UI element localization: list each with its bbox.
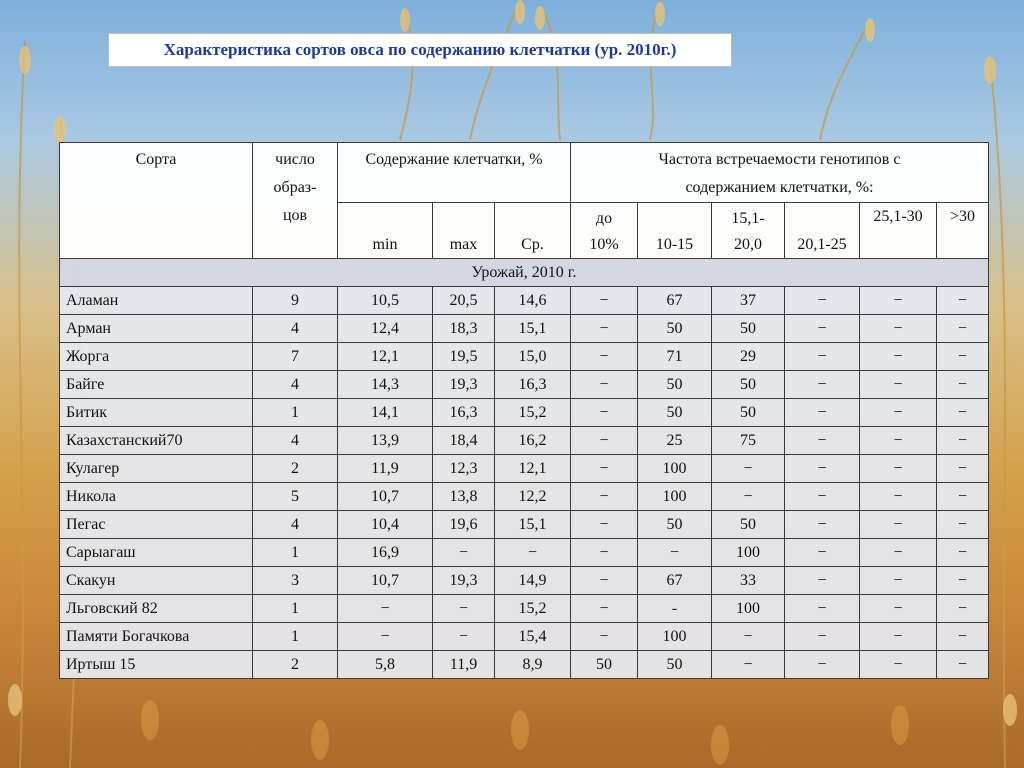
cell-avg: − [495,539,571,567]
cell-freq-15-20: 50 [712,399,785,427]
cell-max: 16,3 [433,399,495,427]
cell-avg: 15,1 [495,315,571,343]
cell-freq-up-to-10: − [571,315,638,343]
cell-freq-up-to-10: − [571,539,638,567]
cell-freq-25-30: − [860,287,937,315]
cell-freq-10-15: - [638,595,712,623]
cell-samples: 7 [253,343,338,371]
cell-max: 19,5 [433,343,495,371]
cell-freq-25-30: − [860,315,937,343]
cell-variety: Никола [60,483,253,511]
cell-max: − [433,623,495,651]
cell-min: 16,9 [338,539,433,567]
cell-freq-over-30: − [937,371,989,399]
cell-max: 19,3 [433,371,495,399]
harvest-year-row [60,259,989,287]
table-body [60,287,989,679]
cell-freq-over-30: − [937,399,989,427]
cell-freq-15-20: − [712,455,785,483]
cell-min: 11,9 [338,455,433,483]
cell-freq-20-25: − [785,483,860,511]
cell-freq-10-15: 50 [638,371,712,399]
cell-freq-up-to-10: − [571,343,638,371]
cell-min: 10,7 [338,483,433,511]
table-row [60,623,989,651]
cell-avg: 16,2 [495,427,571,455]
cell-max: − [433,595,495,623]
cell-freq-10-15: 25 [638,427,712,455]
cell-variety: Льговский 82 [60,595,253,623]
cell-avg: 16,3 [495,371,571,399]
cell-samples: 1 [253,539,338,567]
cell-freq-15-20: − [712,623,785,651]
cell-freq-10-15: 50 [638,651,712,679]
cell-max: 11,9 [433,651,495,679]
cell-freq-20-25: − [785,567,860,595]
cell-avg: 15,4 [495,623,571,651]
cell-freq-25-30: − [860,371,937,399]
table-row [60,483,989,511]
cell-samples: 1 [253,399,338,427]
cell-min: 10,7 [338,567,433,595]
cell-freq-15-20: 37 [712,287,785,315]
table-row [60,595,989,623]
cell-variety: Битик [60,399,253,427]
cell-samples: 2 [253,455,338,483]
cell-freq-over-30: − [937,623,989,651]
harvest-year-label: Урожай, 2010 г. [60,259,989,287]
cell-avg: 12,2 [495,483,571,511]
cell-variety: Аламан [60,287,253,315]
cell-variety: Жорга [60,343,253,371]
cell-min: 5,8 [338,651,433,679]
cell-min: 12,1 [338,343,433,371]
cell-freq-up-to-10: − [571,455,638,483]
cell-freq-15-20: 100 [712,539,785,567]
table-row [60,371,989,399]
cell-max: 20,5 [433,287,495,315]
cell-freq-15-20: 50 [712,511,785,539]
cell-freq-up-to-10: − [571,427,638,455]
cell-freq-20-25: − [785,399,860,427]
cell-min: 14,1 [338,399,433,427]
cell-freq-15-20: 75 [712,427,785,455]
cell-freq-over-30: − [937,483,989,511]
cell-avg: 15,1 [495,511,571,539]
cell-avg: 15,2 [495,595,571,623]
cell-freq-over-30: − [937,287,989,315]
cell-avg: 14,6 [495,287,571,315]
cell-freq-15-20: 100 [712,595,785,623]
cell-max: − [433,539,495,567]
cell-max: 19,3 [433,567,495,595]
cell-freq-over-30: − [937,343,989,371]
cell-samples: 5 [253,483,338,511]
cell-freq-over-30: − [937,651,989,679]
cell-freq-over-30: − [937,539,989,567]
cell-variety: Сарыагаш [60,539,253,567]
cell-avg: 15,0 [495,343,571,371]
cell-variety: Кулагер [60,455,253,483]
cell-min: 10,5 [338,287,433,315]
cell-freq-15-20: 50 [712,315,785,343]
header-samples: число образ- цов [253,143,338,259]
cell-samples: 4 [253,511,338,539]
cell-freq-15-20: 29 [712,343,785,371]
cell-freq-up-to-10: − [571,287,638,315]
cell-freq-10-15: 50 [638,399,712,427]
cell-freq-10-15: 100 [638,483,712,511]
cell-min: 12,4 [338,315,433,343]
slide-title: Характеристика сортов овса по содержанию клетчатки (ур. 2010г.) [163,40,677,59]
header-freq-20-25: 20,1-25 [785,203,860,259]
cell-freq-20-25: − [785,343,860,371]
table-row [60,343,989,371]
cell-freq-up-to-10: − [571,511,638,539]
cell-samples: 1 [253,623,338,651]
cell-freq-25-30: − [860,623,937,651]
cell-freq-15-20: 50 [712,371,785,399]
cell-samples: 2 [253,651,338,679]
header-freq-10-15: 10-15 [638,203,712,259]
cell-max: 18,4 [433,427,495,455]
cell-freq-25-30: − [860,483,937,511]
header-genotype-frequency: Частота встречаемости генотипов с содержанием клетчатки, %: [571,143,989,203]
cell-freq-20-25: − [785,595,860,623]
cell-freq-20-25: − [785,651,860,679]
cell-freq-20-25: − [785,623,860,651]
cell-variety: Памяти Богачкова [60,623,253,651]
table-row [60,399,989,427]
cell-variety: Байге [60,371,253,399]
cell-samples: 1 [253,595,338,623]
cell-samples: 3 [253,567,338,595]
cell-freq-15-20: − [712,483,785,511]
cell-freq-10-15: − [638,539,712,567]
cell-freq-over-30: − [937,511,989,539]
cell-freq-10-15: 71 [638,343,712,371]
cell-variety: Пегас [60,511,253,539]
header-freq-up-to-10: до 10% [571,203,638,259]
table-row [60,315,989,343]
cell-freq-25-30: − [860,427,937,455]
cell-freq-over-30: − [937,315,989,343]
table-row [60,287,989,315]
cell-freq-25-30: − [860,399,937,427]
cell-max: 18,3 [433,315,495,343]
table-row [60,511,989,539]
cell-freq-25-30: − [860,651,937,679]
header-freq-25-30: 25,1-30 [860,203,937,259]
cell-freq-over-30: − [937,427,989,455]
cell-freq-25-30: − [860,455,937,483]
header-freq-over-30: >30 [937,203,989,259]
cell-variety: Иртыш 15 [60,651,253,679]
table-row [60,455,989,483]
cell-avg: 15,2 [495,399,571,427]
cell-freq-20-25: − [785,427,860,455]
cell-freq-25-30: − [860,539,937,567]
cell-variety: Скакун [60,567,253,595]
cell-freq-20-25: − [785,511,860,539]
cell-max: 19,6 [433,511,495,539]
cell-freq-over-30: − [937,595,989,623]
table-row [60,539,989,567]
cell-freq-up-to-10: − [571,483,638,511]
cell-samples: 4 [253,315,338,343]
cell-min: − [338,623,433,651]
header-fiber-content: Содержание клетчатки, % [338,143,571,203]
cell-freq-25-30: − [860,595,937,623]
table-row [60,567,989,595]
cell-freq-20-25: − [785,315,860,343]
cell-max: 12,3 [433,455,495,483]
cell-min: − [338,595,433,623]
cell-samples: 9 [253,287,338,315]
cell-freq-25-30: − [860,511,937,539]
cell-freq-20-25: − [785,287,860,315]
cell-freq-15-20: − [712,651,785,679]
title-box [108,33,732,67]
cell-avg: 14,9 [495,567,571,595]
header-avg: Ср. [495,203,571,259]
cell-freq-10-15: 100 [638,623,712,651]
cell-freq-10-15: 50 [638,511,712,539]
fiber-table [59,142,989,679]
cell-freq-10-15: 50 [638,315,712,343]
cell-avg: 12,1 [495,455,571,483]
cell-freq-10-15: 67 [638,567,712,595]
cell-freq-up-to-10: − [571,567,638,595]
cell-freq-10-15: 67 [638,287,712,315]
cell-freq-25-30: − [860,343,937,371]
cell-freq-up-to-10: − [571,595,638,623]
cell-freq-over-30: − [937,455,989,483]
cell-freq-10-15: 100 [638,455,712,483]
cell-freq-20-25: − [785,539,860,567]
cell-freq-up-to-10: 50 [571,651,638,679]
cell-freq-up-to-10: − [571,623,638,651]
cell-min: 10,4 [338,511,433,539]
header-variety: Сорта [60,143,253,259]
header-freq-15-20: 15,1- 20,0 [712,203,785,259]
cell-freq-up-to-10: − [571,399,638,427]
cell-freq-20-25: − [785,371,860,399]
cell-variety: Казахстанский70 [60,427,253,455]
cell-freq-15-20: 33 [712,567,785,595]
cell-samples: 4 [253,371,338,399]
header-row-1 [60,143,989,203]
table-row [60,651,989,679]
header-max: max [433,203,495,259]
header-min: min [338,203,433,259]
cell-samples: 4 [253,427,338,455]
cell-variety: Арман [60,315,253,343]
cell-min: 14,3 [338,371,433,399]
cell-min: 13,9 [338,427,433,455]
table-row [60,427,989,455]
cell-freq-up-to-10: − [571,371,638,399]
cell-freq-over-30: − [937,567,989,595]
cell-avg: 8,9 [495,651,571,679]
cell-freq-20-25: − [785,455,860,483]
cell-max: 13,8 [433,483,495,511]
cell-freq-25-30: − [860,567,937,595]
